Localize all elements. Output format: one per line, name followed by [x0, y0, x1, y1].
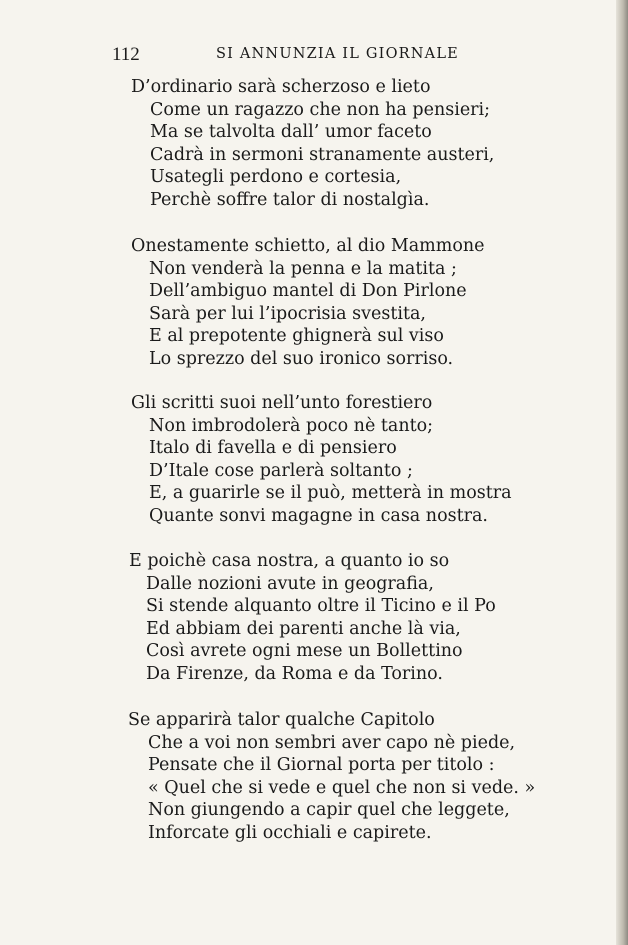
verse-line: Da Firenze, da Roma e da Torino.	[146, 663, 443, 684]
verse-line: Dell’ambiguo mantel di Don Pirlone	[149, 281, 467, 301]
verse-line: D’Itale cose parlerà soltanto ;	[149, 460, 413, 481]
verse-line: Che a voi non sembri aver capo nè piede,	[148, 732, 516, 753]
verse-line: E poichè casa nostra, a quanto io so	[129, 551, 450, 571]
verse-line: Ed abbiam dei parenti anche là via,	[146, 618, 461, 639]
stanza-2	[0, 235, 600, 370]
running-head: SI ANNUNZIA IL GIORNALE	[216, 46, 459, 62]
stanza-4	[0, 550, 600, 685]
book-spine-edge	[616, 0, 628, 945]
page-header	[112, 44, 568, 68]
page-number: 112	[112, 44, 140, 65]
stanza-3	[0, 392, 600, 527]
verse-line: Pensate che il Giornal porta per titolo :	[148, 755, 495, 775]
verse-line: Inforcate gli occhiali e capirete.	[148, 822, 432, 843]
verse-line: Usategli perdono e cortesia,	[150, 167, 402, 187]
verse-line: Ma se talvolta dall’ umor faceto	[150, 122, 432, 142]
verse-line: Italo di favella e di pensiero	[149, 438, 397, 458]
verse-line: Così avrete ogni mese un Bollettino	[146, 641, 463, 661]
verse-line: D’ordinario sarà scherzoso e lieto	[131, 77, 431, 97]
verse-line: « Quel che si vede e quel che non si vede. »	[148, 777, 536, 798]
verse-line: Non venderà la penna e la matita ;	[149, 258, 457, 279]
verse-line: Cadrà in sermoni stranamente austeri,	[150, 144, 495, 165]
verse-line: Gli scritti suoi nell’unto forestiero	[131, 393, 433, 413]
verse-line: Non imbrodolerà poco nè tanto;	[149, 415, 434, 436]
stanza-1	[0, 76, 600, 211]
verse-line: Lo sprezzo del suo ironico sorriso.	[149, 348, 454, 369]
verse-line: E, a guarirle se il può, metterà in mostra	[149, 483, 512, 503]
verse-line: Come un ragazzo che non ha pensieri;	[150, 99, 491, 120]
verse-line: Sarà per lui l’ipocrisia svestita,	[149, 303, 426, 324]
stanza-5	[0, 709, 600, 844]
verse-line: Perchè soffre talor di nostalgìa.	[150, 189, 430, 210]
verse-line: Dalle nozioni avute in geografia,	[146, 573, 434, 594]
verse-line: Si stende alquanto oltre il Ticino e il Po	[146, 596, 496, 616]
verse-line: Quante sonvi magagne in casa nostra.	[149, 505, 488, 526]
verse-line: Onestamente schietto, al dio Mammone	[131, 236, 485, 256]
verse-line: Se apparirà talor qualche Capitolo	[128, 710, 435, 730]
verse-line: Non giungendo a capir quel che leggete,	[148, 800, 510, 820]
verse-line: E al prepotente ghignerà sul viso	[149, 326, 444, 346]
